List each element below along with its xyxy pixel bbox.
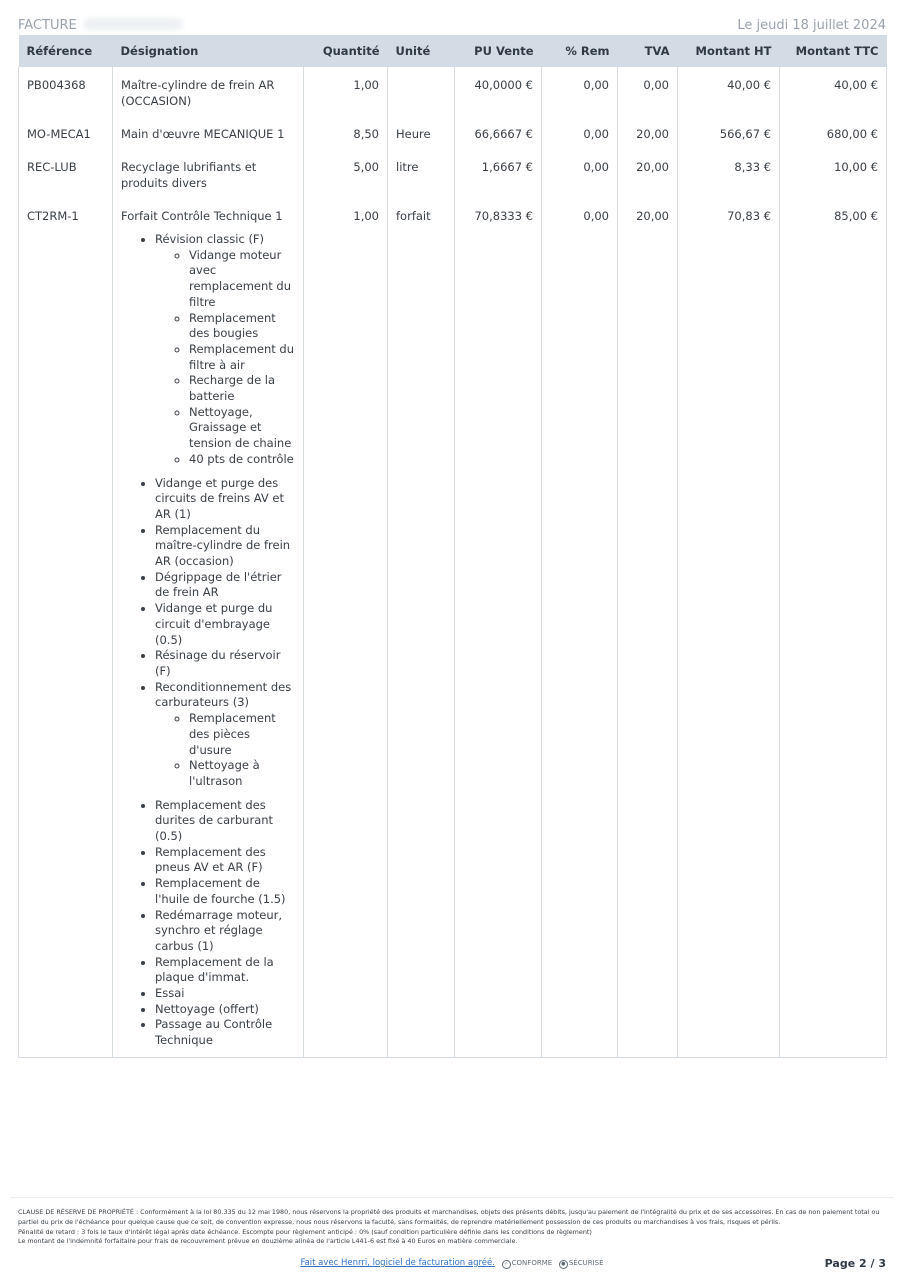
page-number: Page 2 / 3: [824, 1257, 886, 1270]
table-row: [19, 150, 887, 199]
cell-ht: 70,83 €: [678, 199, 780, 1057]
service-list: [121, 232, 295, 1049]
cell-ht: 8,33 €: [678, 150, 780, 199]
check-circle-icon: ✓: [502, 1260, 511, 1269]
list-item: • Reconditionnement des carburateurs (3) ◦ Remplacement des pièces d'usure ◦ Nettoyage à l'ultrason: [155, 680, 295, 790]
henrri-link[interactable]: Fait avec Henrri, logiciel de facturation agréé.: [300, 1258, 495, 1268]
list-item: • Vidange et purge des circuits de freins AV et AR (1): [155, 476, 295, 523]
cell-designation: Maître-cylindre de frein AR (OCCASION): [113, 67, 304, 117]
cell-tva: 20,00: [618, 117, 678, 150]
list-item: • Remplacement des durites de carburant (0.5): [155, 798, 295, 845]
list-item: • Redémarrage moteur, synchro et réglage carbus (1): [155, 908, 295, 955]
list-item: ◦ Remplacement des pièces d'usure: [189, 711, 295, 758]
cell-tva: 20,00: [618, 150, 678, 199]
cell-unit: [388, 67, 455, 117]
cell-unit: Heure: [388, 117, 455, 150]
cell-designation: Recyclage lubrifiants et produits divers: [113, 150, 304, 199]
redacted-number: [83, 18, 183, 30]
cell-designation: Main d'œuvre MECANIQUE 1: [113, 117, 304, 150]
cell-rem: 0,00: [542, 199, 618, 1057]
cell-ref: REC-LUB: [19, 150, 113, 199]
cell-ttc: 680,00 €: [780, 117, 887, 150]
col-montant-ttc: Montant TTC: [780, 35, 887, 67]
list-item: • Remplacement de l'huile de fourche (1.5): [155, 876, 295, 907]
list-item: ◦ Nettoyage à l'ultrason: [189, 758, 295, 789]
designation-title: Forfait Contrôle Technique 1: [121, 209, 283, 223]
cell-ht: 566,67 €: [678, 117, 780, 150]
col-montant-ht: Montant HT: [678, 35, 780, 67]
cell-qty: 8,50: [304, 117, 388, 150]
cell-tva: 0,00: [618, 67, 678, 117]
col-unite: Unité: [388, 35, 455, 67]
col-quantite: Quantité: [304, 35, 388, 67]
invoice-date: Le jeudi 18 juillet 2024: [737, 18, 886, 33]
sub-list: [155, 711, 295, 790]
list-item: • Remplacement des pneus AV et AR (F): [155, 845, 295, 876]
table-row: [19, 67, 887, 117]
legal-notice: [18, 1208, 886, 1247]
list-item: ◦ Remplacement des bougies: [189, 311, 295, 342]
cell-ttc: 40,00 €: [780, 67, 887, 117]
late-penalty: Pénalité de retard : 3 fois le taux d'intérêt légal après date échéance. Escompte pour règlement anticipé : 0% (sauf condition particulière définie dans les conditions de règlement): [18, 1227, 592, 1236]
invoice-table: [18, 35, 887, 1058]
recovery-fee: Le montant de l'indemnité forfaitaire pour frais de recouvrement prévue en douzième alinéa de l'article L441-6 est fixé à 40 Euros en matière commerciale.: [18, 1237, 518, 1246]
list-item: • Remplacement de la plaque d'immat.: [155, 955, 295, 986]
cell-pu: 40,0000 €: [455, 67, 542, 117]
cell-designation-detailed: [113, 199, 304, 1057]
table-row: [19, 117, 887, 150]
list-item: • Vidange et purge du circuit d'embrayage (0.5): [155, 601, 295, 648]
cell-qty: 1,00: [304, 199, 388, 1057]
cell-ttc: 10,00 €: [780, 150, 887, 199]
cell-tva: 20,00: [618, 199, 678, 1057]
list-item: • Résinage du réservoir (F): [155, 648, 295, 679]
document-type: FACTURE: [18, 18, 183, 33]
list-item: • Nettoyage (offert): [155, 1002, 295, 1018]
ownership-clause: CLAUSE DE RÉSERVE DE PROPRIÉTÉ : Conformément à la loi 80.335 du 12 mai 1980, nous réservons la propriété des produits et marchandises, objets des présents débits, jusqu'au paiement de l'intégralité du prix et de ses accessoires. En cas de non paiement total ou partiel du prix de l'échéance pour quelque cause que ce soit, de convention expresse, nous nous réservons la faculté, sans formalités, de reprendre matériellement possession de ces produits ou marchandises à vos frais, risques et périls.: [18, 1208, 880, 1226]
lock-icon: ●: [559, 1260, 568, 1269]
cell-unit: litre: [388, 150, 455, 199]
col-remise: % Rem: [542, 35, 618, 67]
cell-qty: 1,00: [304, 67, 388, 117]
cell-qty: 5,00: [304, 150, 388, 199]
footer-credit: [0, 1258, 904, 1269]
conforme-badge: ✓ CONFORME: [502, 1259, 553, 1267]
cell-ref: PB004368: [19, 67, 113, 117]
footer-divider: [10, 1197, 894, 1198]
list-item: ◦ Vidange moteur avec remplacement du filtre: [189, 248, 295, 311]
cell-pu: 66,6667 €: [455, 117, 542, 150]
list-item: ◦ Remplacement du filtre à air: [189, 342, 295, 373]
cell-rem: 0,00: [542, 67, 618, 117]
list-item: ◦ Nettoyage, Graissage et tension de chaine: [189, 405, 295, 452]
cell-ttc: 85,00 €: [780, 199, 887, 1057]
cell-unit: forfait: [388, 199, 455, 1057]
col-designation: Désignation: [113, 35, 304, 67]
cell-ref: MO-MECA1: [19, 117, 113, 150]
col-pu-vente: PU Vente: [455, 35, 542, 67]
col-tva: TVA: [618, 35, 678, 67]
table-row: [19, 199, 887, 1057]
securise-badge: ● SÉCURISÉ: [559, 1259, 604, 1267]
col-reference: Référence: [19, 35, 113, 67]
list-item: ◦ Recharge de la batterie: [189, 373, 295, 404]
cell-pu: 1,6667 €: [455, 150, 542, 199]
cell-ht: 40,00 €: [678, 67, 780, 117]
list-item: • Dégrippage de l'étrier de frein AR: [155, 570, 295, 601]
table-header-row: [19, 35, 887, 67]
cell-rem: 0,00: [542, 150, 618, 199]
list-item: • Passage au Contrôle Technique: [155, 1017, 295, 1048]
list-item: • Révision classic (F) ◦ Vidange moteur avec remplacement du filtre ◦ Remplacement des bougies ◦ Remplacement du filtre à air ◦ Recharge de la batterie ◦ Nettoyage, Graissage et tension de chaine ◦ 40 pts de contrôle: [155, 232, 295, 468]
cell-rem: 0,00: [542, 117, 618, 150]
cell-ref: CT2RM-1: [19, 199, 113, 1057]
list-item: ◦ 40 pts de contrôle: [189, 452, 295, 468]
cell-pu: 70,8333 €: [455, 199, 542, 1057]
list-item: • Remplacement du maître-cylindre de frein AR (occasion): [155, 523, 295, 570]
list-item: • Essai: [155, 986, 295, 1002]
sub-list: [155, 248, 295, 468]
